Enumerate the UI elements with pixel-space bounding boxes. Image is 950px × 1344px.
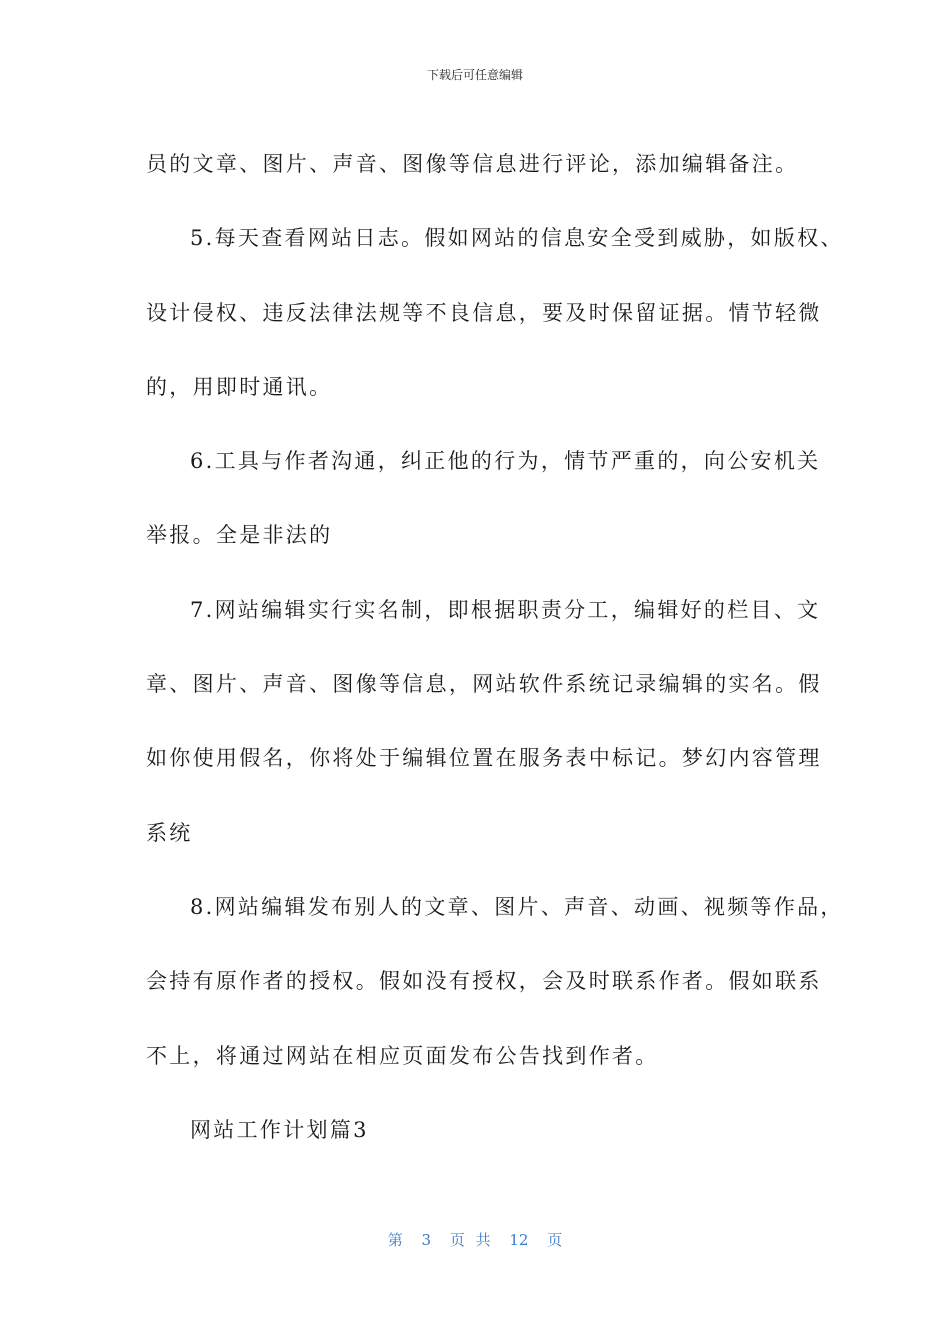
page-header: 下载后可任意编辑 (426, 68, 523, 82)
body-line: 举报。全是非法的 (146, 523, 333, 548)
body-line: 7.网站编辑实行实名制，即根据职责分工，编辑好的栏目、文 (190, 597, 821, 622)
page-footer (0, 1229, 950, 1250)
footer-prefix: 第 (387, 1231, 403, 1249)
body-line: 章、图片、声音、图像等信息，网站软件系统记录编辑的实名。假 (146, 672, 822, 697)
document-body (146, 127, 844, 1167)
body-line: 员的文章、图片、声音、图像等信息进行评论，添加编辑备注。 (146, 152, 799, 176)
section-heading: 网站工作计划篇3 (190, 1117, 369, 1142)
body-line: 不上，将通过网站在相应页面发布公告找到作者。 (146, 1043, 659, 1068)
footer-middle: 页 共 (449, 1231, 491, 1249)
body-line: 会持有原作者的授权。假如没有授权，会及时联系作者。假如联系 (146, 969, 822, 994)
footer-total-pages: 12 (509, 1231, 529, 1249)
body-line: 6.工具与作者沟通，纠正他的行为，情节严重的，向公安机关 (190, 449, 821, 474)
body-line: 的，用即时通讯。 (146, 374, 333, 399)
body-line: 设计侵权、违反法律法规等不良信息，要及时保留证据。情节轻微 (146, 300, 822, 325)
body-line: 如你使用假名，你将处于编辑位置在服务表中标记。梦幻内容管理 (146, 746, 822, 771)
body-line: 系统 (146, 820, 193, 845)
body-line: 5.每天查看网站日志。假如网站的信息安全受到威胁，如版权、 (190, 226, 844, 251)
footer-suffix: 页 (547, 1231, 563, 1249)
body-line: 8.网站编辑发布别人的文章、图片、声音、动画、视频等作品， (190, 894, 844, 919)
footer-page-number: 3 (421, 1231, 432, 1249)
